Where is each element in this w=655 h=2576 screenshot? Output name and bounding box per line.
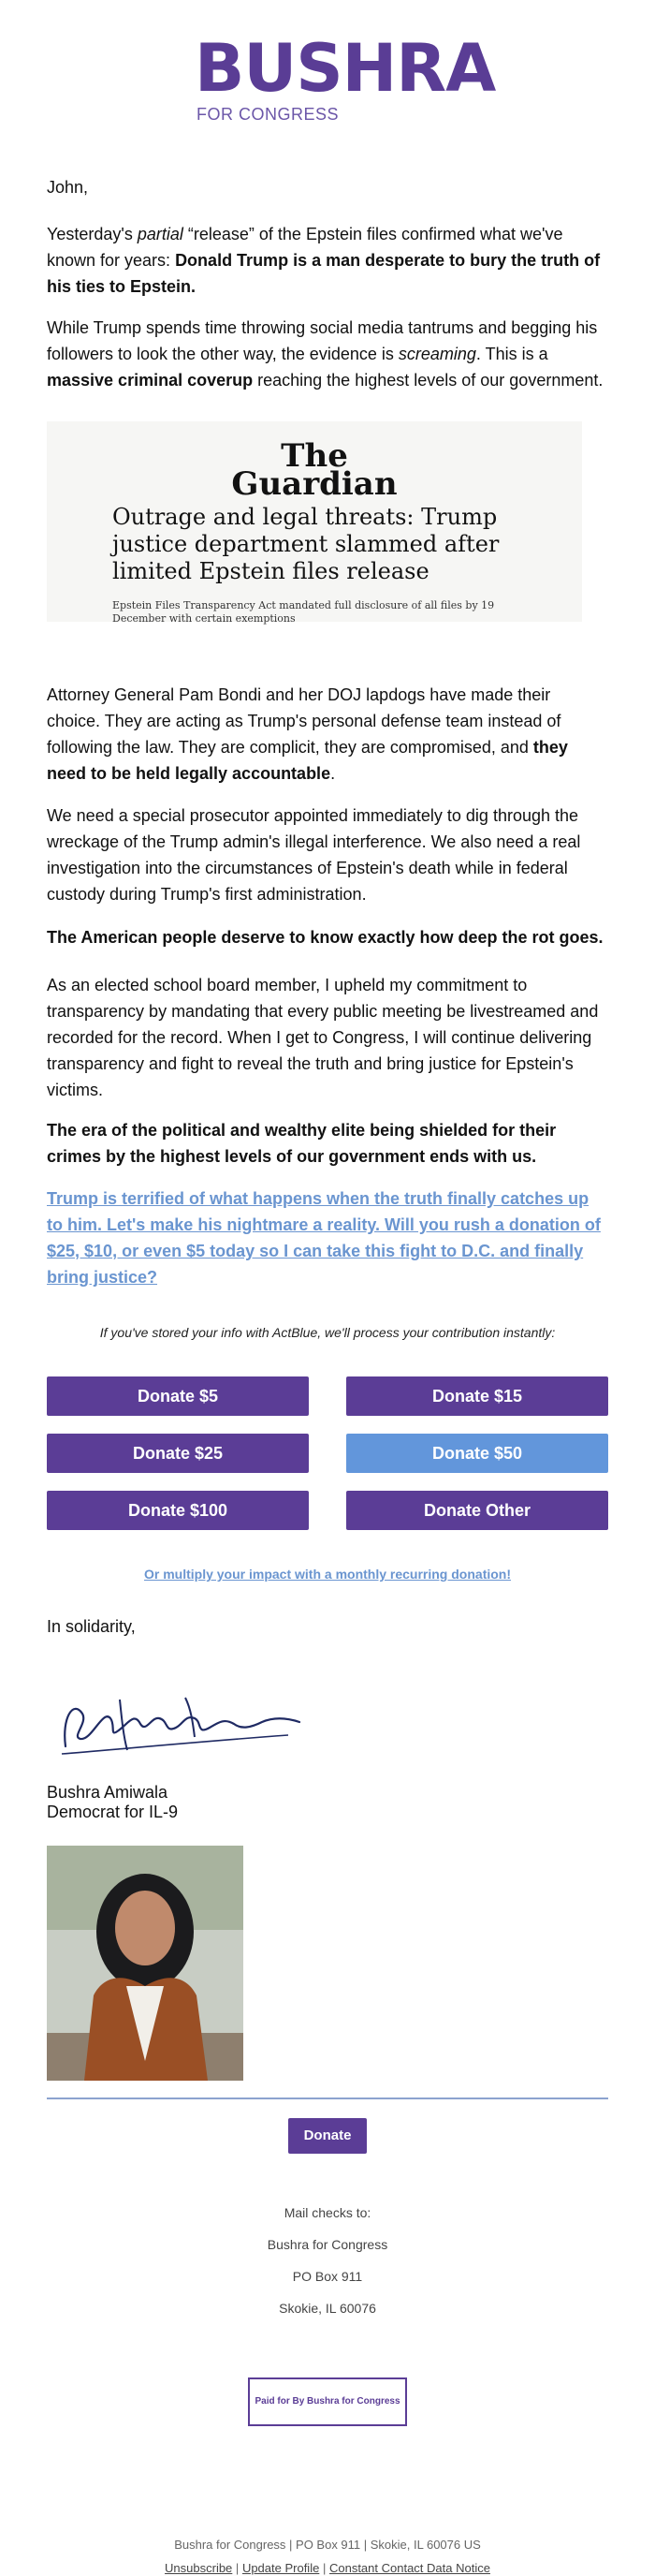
footer-donate-button[interactable]: Donate	[288, 2118, 367, 2154]
footer-address: Bushra for Congress | PO Box 911 | Skokie, IL 60076 US	[174, 2538, 481, 2552]
p2-bold: massive criminal coverup	[47, 371, 254, 390]
greeting: John,	[47, 178, 89, 197]
p1-text-c: “release” of the Epstein files confirmed what we've known for years:	[47, 225, 563, 270]
paragraph-2	[47, 315, 608, 393]
paragraph-3	[47, 682, 608, 787]
guardian-subhead: Epstein Files Transparency Act mandated full disclosure of all files by 19 December with certain exemptions	[112, 599, 495, 625]
logo-tagline: FOR CONGRESS	[196, 105, 340, 124]
p2-text-a: While Trump spends time throwing social media tantrums and begging his followers to look the other way, the evidence is	[47, 318, 598, 363]
donate-50-button[interactable]: Donate $50	[346, 1434, 608, 1473]
data-notice-link[interactable]: Constant Contact Data Notice	[328, 2561, 490, 2575]
p3-text-c: .	[330, 764, 336, 783]
monthly-donation-link[interactable]: Or multiply your impact with a monthly recurring donation!	[143, 1567, 512, 1582]
p1-bold: Donald Trump is a man desperate to bury the truth of his ties to Epstein.	[47, 251, 601, 296]
donate-100-button[interactable]: Donate $100	[47, 1491, 309, 1530]
guardian-article-image[interactable]	[47, 421, 582, 625]
guardian-masthead	[47, 437, 582, 503]
paragraph-4: We need a special prosecutor appointed immediately to dig through the wreckage of the Trump admin's illegal interference. We also need a real investigation into the circumstances of Epstein's death while in federal custody during Trump's first administration.	[47, 806, 581, 904]
masthead-the: The	[281, 437, 348, 475]
p1-text-a: Yesterday's	[47, 225, 138, 243]
mail-line-2: PO Box 911	[292, 2269, 363, 2284]
p3-text-a: Attorney General Pam Bondi and her DOJ lapdogs have made their choice. They are acting as Trump's personal defense team instead of following the law. They are complicit, they are compromised, and	[47, 685, 561, 757]
signature-image	[54, 1681, 307, 1765]
guardian-headline: Outrage and legal threats: Trump justice department slammed after limited Epstein files release	[112, 504, 500, 584]
mail-label: Mail checks to:	[284, 2205, 371, 2220]
donation-appeal-link[interactable]: Trump is terrified of what happens when the truth finally catches up to him. Let's make his nightmare a reality. Will you rush a donation of $25, $10, or even $5 today so I can take this fight to D.C. and finally bring justice?	[47, 1189, 601, 1287]
footer-sep-2: |	[322, 2561, 327, 2575]
paragraph-1	[47, 221, 608, 300]
mail-line-3: Skokie, IL 60076	[279, 2301, 376, 2316]
donate-25-button[interactable]: Donate $25	[47, 1434, 309, 1473]
signer-block	[47, 1783, 178, 1822]
signer-name: Bushra Amiwala	[47, 1783, 168, 1802]
paragraph-5: The American people deserve to know exactly how deep the rot goes.	[47, 928, 604, 947]
actblue-note: If you've stored your info with ActBlue, we'll process your contribution instantly:	[99, 1325, 556, 1340]
mail-line-1: Bushra for Congress	[267, 2237, 388, 2252]
p2-text-e: reaching the highest levels of our government.	[253, 371, 604, 390]
candidate-photo-illustration	[47, 1846, 243, 2081]
footer-sep-1: |	[235, 2561, 240, 2575]
footer-links	[0, 2561, 655, 2575]
donate-5-button[interactable]: Donate $5	[47, 1376, 309, 1416]
p3-bold: they need to be held legally accountable	[47, 738, 568, 783]
update-profile-link[interactable]: Update Profile	[241, 2561, 320, 2575]
masthead-guardian: Guardian	[231, 465, 398, 503]
logo-wordmark: BUSHRA	[195, 30, 496, 107]
p1-emphasis: partial	[137, 225, 183, 243]
donate-other-button[interactable]: Donate Other	[346, 1491, 608, 1530]
paid-for-disclaimer: Paid for By Bushra for Congress	[248, 2377, 407, 2426]
p2-emphasis: screaming	[398, 345, 476, 363]
paragraph-6: As an elected school board member, I upheld my commitment to transparency by mandating that every public meeting be livestreamed and recorded for the record. When I get to Congress, I will continue delivering transparency and fight to reveal the truth and bring justice for Epstein's victims.	[47, 976, 599, 1099]
closing: In solidarity,	[47, 1617, 136, 1636]
paragraph-7: The era of the political and wealthy elite being shielded for their crimes by the highest levels of our government ends with us.	[47, 1121, 557, 1166]
campaign-logo[interactable]	[195, 30, 496, 125]
unsubscribe-link[interactable]: Unsubscribe	[165, 2561, 233, 2575]
divider	[47, 2098, 608, 2099]
signer-title: Democrat for IL-9	[47, 1803, 179, 1821]
p2-text-c: . This is a	[475, 345, 548, 363]
candidate-photo	[47, 1846, 243, 2081]
donate-15-button[interactable]: Donate $15	[346, 1376, 608, 1416]
